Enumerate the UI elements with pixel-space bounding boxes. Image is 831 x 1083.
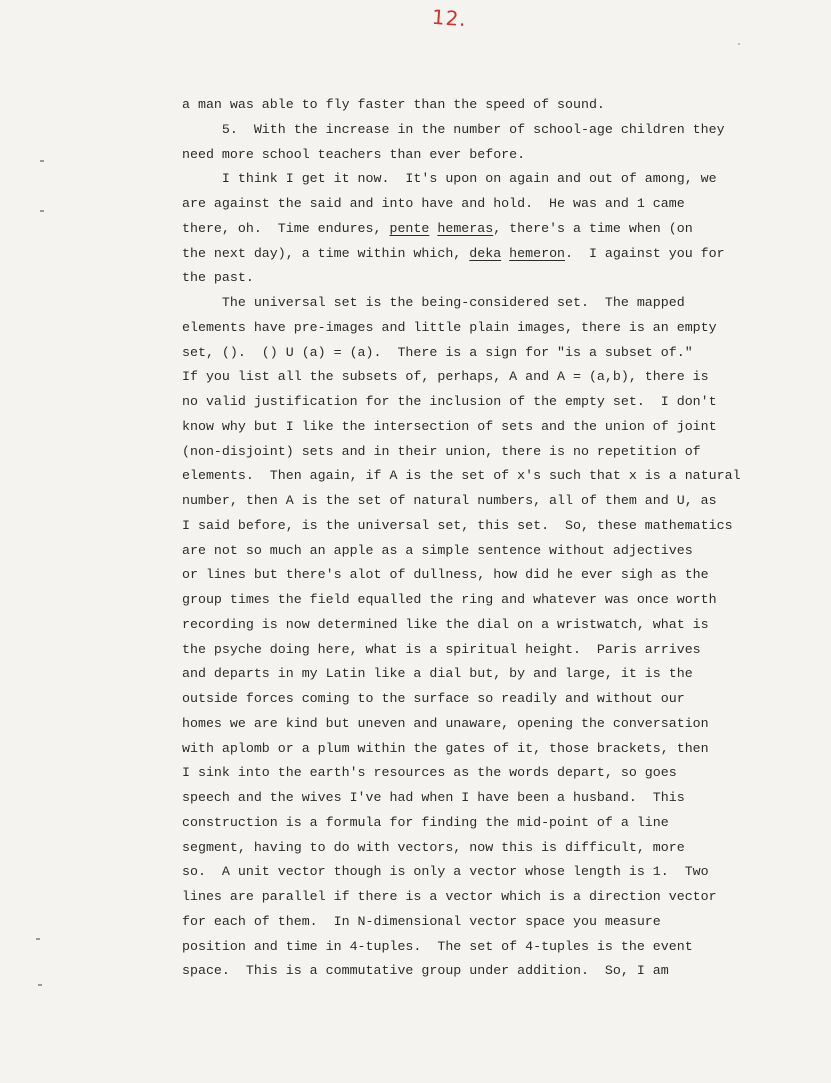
text-line: (non-disjoint) sets and in their union, there is no repetition of: [182, 443, 701, 459]
text-line: lines are parallel if there is a vector which is a direction vector: [182, 889, 717, 904]
text-line: need more school teachers than ever before.: [182, 146, 526, 162]
text-line: the past.: [182, 270, 254, 286]
text-line: I said before, is the universal set, this set. So, these mathematics: [182, 517, 733, 533]
text-line: so. A unit vector though is only a vector whose length is 1. Two: [182, 864, 709, 880]
underlined-greek-word: deka: [469, 245, 502, 261]
text-line: a man was able to fly faster than the speed of sound.: [182, 97, 605, 112]
paper-speck: [738, 43, 740, 45]
text-segment: the next day), a time within which,: [182, 245, 470, 261]
text-line: or lines but there's alot of dullness, how did he ever sigh as the: [182, 567, 709, 583]
text-line: are against the said and into have and hold. He was and 1 came: [182, 196, 685, 211]
text-line: the psyche doing here, what is a spiritual height. Paris arrives: [182, 641, 701, 657]
text-line: and departs in my Latin like a dial but, by and large, it is the: [182, 666, 693, 682]
underlined-greek-word: hemeron: [509, 245, 566, 261]
text-line: no valid justification for the inclusion of the empty set. I don't: [182, 394, 717, 409]
text-line: segment, having to do with vectors, now this is difficult, more: [182, 839, 685, 855]
text-line: position and time in 4-tuples. The set of 4-tuples is the event: [182, 938, 693, 954]
text-line: know why but I like the intersection of sets and the union of joint: [182, 418, 717, 434]
text-line: [182, 242, 782, 267]
text-line: The universal set is the being-considered set. The mapped: [182, 295, 685, 310]
text-line: number, then A is the set of natural numbers, all of them and U, as: [182, 493, 717, 508]
text-line: If you list all the subsets of, perhaps, A and A = (a,b), there is: [182, 369, 709, 385]
page-number: 12.: [431, 4, 468, 32]
text-line: 5. With the increase in the number of school-age children they: [182, 121, 725, 137]
underlined-greek-word: pente: [389, 220, 430, 236]
typed-text-body: [182, 93, 782, 984]
margin-mark: [36, 938, 40, 940]
text-line: recording is now determined like the dial on a wristwatch, what is: [182, 616, 709, 632]
underlined-greek-word: hemeras: [437, 220, 494, 236]
text-line: homes we are kind but uneven and unaware, opening the conversation: [182, 715, 709, 731]
text-line: with aplomb or a plum within the gates of it, those brackets, then: [182, 740, 709, 756]
text-line: group times the field equalled the ring and whatever was once worth: [182, 592, 717, 607]
margin-mark: [40, 160, 44, 162]
text-segment: . I against you for: [565, 245, 725, 261]
text-line: space. This is a commutative group under addition. So, I am: [182, 963, 669, 979]
text-line: [182, 217, 782, 242]
text-line: construction is a formula for finding the mid-point of a line: [182, 814, 669, 830]
text-line: for each of them. In N-dimensional vector space you measure: [182, 913, 661, 929]
text-line: speech and the wives I've had when I have been a husband. This: [182, 790, 685, 805]
text-segment: [501, 246, 509, 261]
margin-mark: [40, 210, 44, 212]
text-line: elements have pre-images and little plain images, there is an empty: [182, 319, 717, 335]
text-line: elements. Then again, if A is the set of x's such that x is a natural: [182, 468, 741, 484]
text-line: set, (). () U (a) = (a). There is a sign for "is a subset of.": [182, 344, 693, 360]
margin-mark: [38, 984, 42, 986]
text-line: are not so much an apple as a simple sentence without adjectives: [182, 542, 693, 558]
text-line: I sink into the earth's resources as the words depart, so goes: [182, 765, 677, 781]
text-line: outside forces coming to the surface so readily and without our: [182, 691, 685, 706]
text-line: I think I get it now. It's upon on again and out of among, we: [182, 171, 717, 187]
text-segment: there, oh. Time endures,: [182, 220, 390, 236]
text-segment: , there's a time when (on: [493, 220, 693, 236]
